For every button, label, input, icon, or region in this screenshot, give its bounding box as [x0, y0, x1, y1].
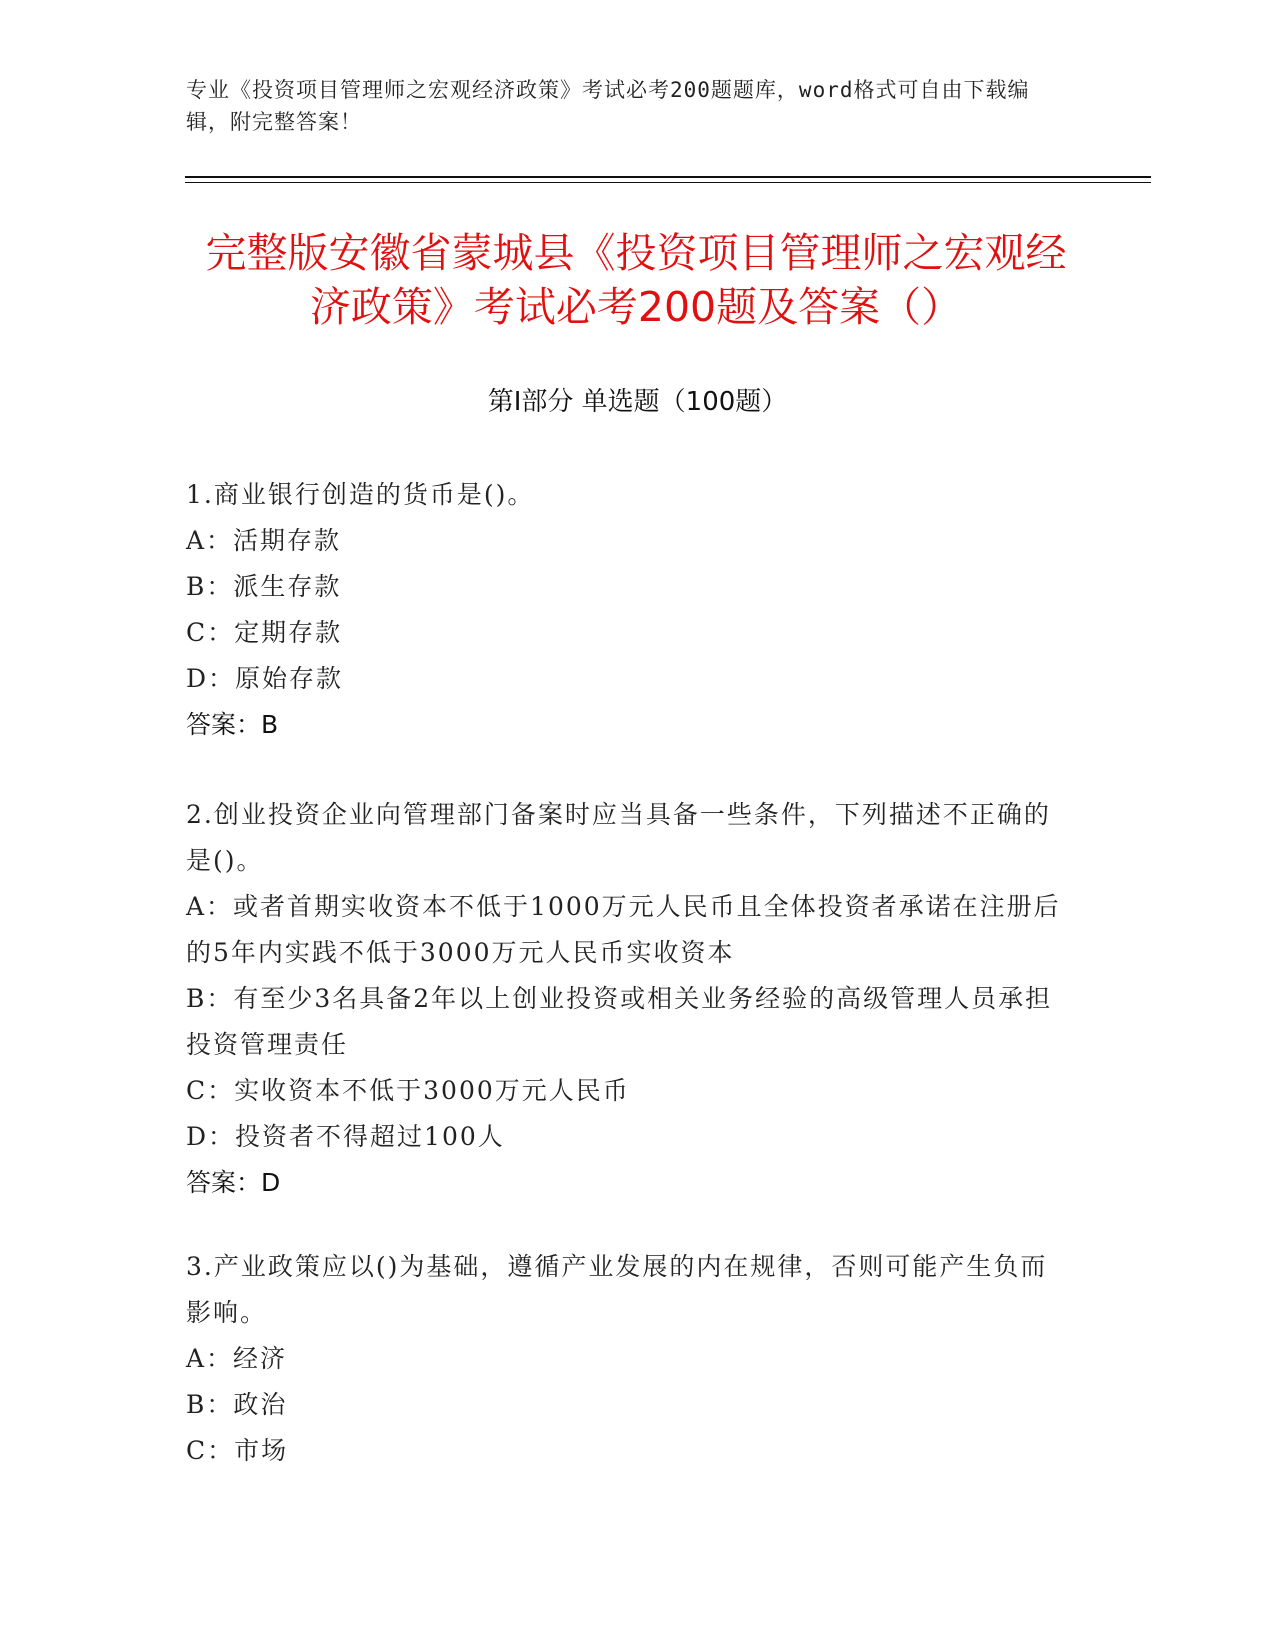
- header-divider-thick: [185, 176, 1151, 178]
- option-a: A：经济: [186, 1344, 288, 1373]
- option-c: C：实收资本不低于3000万元人民币: [186, 1076, 630, 1105]
- question-stem: 2.创业投资企业向管理部门备案时应当具备一些条件，下列描述不正确的是()。: [186, 800, 1051, 875]
- header-divider-thin: [185, 182, 1151, 183]
- option-d: D：原始存款: [186, 664, 344, 693]
- option-b: B：派生存款: [186, 572, 342, 601]
- section-title: 第I部分 单选题（100题）: [487, 387, 788, 417]
- question-3: [186, 1244, 1066, 1474]
- answer: 答案：D: [186, 1168, 281, 1197]
- option-c: C：定期存款: [186, 618, 343, 647]
- option-a: A：活期存款: [186, 526, 342, 555]
- option-b: B：有至少3名具备2年以上创业投资或相关业务经验的高级管理人员承担投资管理责任: [186, 984, 1053, 1059]
- header-note: 专业《投资项目管理师之宏观经济政策》考试必考200题题库，word格式可自由下载编辑，附完整答案！: [186, 78, 1030, 134]
- option-c: C：市场: [186, 1436, 289, 1465]
- question-stem: 3.产业政策应以()为基础，遵循产业发展的内在规律，否则可能产生负而影响。: [186, 1252, 1048, 1327]
- option-a: A：或者首期实收资本不低于1000万元人民币且全体投资者承诺在注册后的5年内实践不低于3000万元人民币实收资本: [186, 892, 1061, 967]
- option-d: D：投资者不得超过100人: [186, 1122, 505, 1151]
- option-b: B：政治: [186, 1390, 288, 1419]
- question-2: [186, 792, 1066, 1206]
- question-stem: 1.商业银行创造的货币是()。: [186, 480, 535, 509]
- document-title: 完整版安徽省蒙城县《投资项目管理师之宏观经济政策》考试必考200题及答案（）: [205, 229, 1067, 331]
- answer: 答案：B: [186, 710, 279, 739]
- question-1: [186, 472, 1066, 748]
